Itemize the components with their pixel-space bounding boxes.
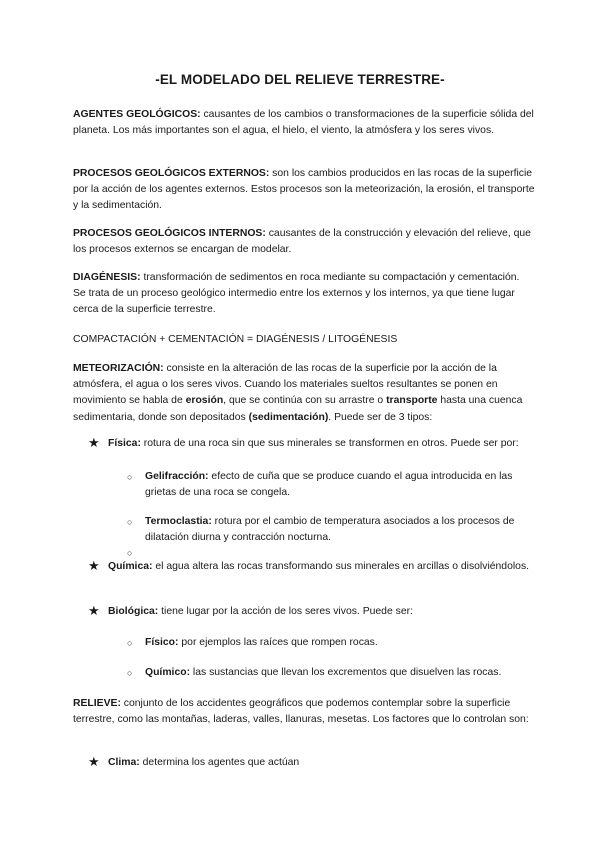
term-sedimentacion: (sedimentación) — [248, 411, 329, 423]
term-meteorizacion: METEORIZACIÓN: — [73, 363, 164, 374]
text-fisica: rotura de una roca sin que sus minerales se transformen en otros. Puede ser por: — [140, 438, 519, 449]
text-procesos-internos: causantes de la construcción y elevación del relieve, que los procesos externos se encargan de modelar. — [73, 228, 531, 256]
term-diagenesis: DIAGÉNESIS: — [73, 272, 141, 283]
text-termoclastia: rotura por el cambio de temperatura asociados a los procesos de dilatación diurna y contracción nocturna. — [145, 516, 515, 544]
term-gelifraccion: Gelifracción: — [145, 471, 209, 482]
star-bullet-icon: ★ — [88, 558, 100, 573]
term-quimico: Químico: — [145, 667, 191, 678]
paragraph-meteorizacion — [73, 361, 535, 426]
text-fisico: por ejemplos las raíces que rompen rocas. — [178, 637, 378, 648]
text-meteorizacion-4: . Puede ser de 3 tipos: — [328, 411, 433, 423]
paragraph-diagenesis — [73, 270, 535, 319]
text-diagenesis: transformación de sedimentos en roca mediante su compactación y cementación. Se trata de un proceso geológico intermedio entre los externos y los internos, ya que tiene lugar cerca de la superficie terrestre. — [73, 272, 520, 316]
circle-bullet-icon: ○ — [127, 638, 133, 648]
circle-bullet-icon: ○ — [127, 668, 133, 678]
paragraph-procesos-internos — [73, 226, 535, 258]
text-quimico: las sustancias que llevan los excrementos que disuelven las rocas. — [190, 667, 502, 678]
paragraph-relieve — [73, 696, 535, 728]
star-bullet-icon: ★ — [88, 754, 100, 769]
term-procesos-internos: PROCESOS GEOLÓGICOS INTERNOS: — [73, 228, 266, 239]
text-gelifraccion: efecto de cuña que se produce cuando el agua introducida en las grietas de una roca se congela. — [145, 471, 513, 499]
formula-line: COMPACTACIÓN + CEMENTACIÓN = DIAGÉNESIS / LITOGÉNESIS — [73, 334, 398, 345]
text-meteorizacion-2: , que se continúa con su arrastre o — [223, 395, 387, 407]
text-meteorizacion-1: consiste en la alteración de las rocas de la superficie por la acción de la atmósfera, el agua o los seres vivos. Cuando los materiales sueltos resultantes se ponen en movimiento se habla de — [73, 363, 498, 407]
text-procesos-externos: son los cambios producidos en las rocas de la superficie por la acción de los agentes externos. Estos procesos son la meteorización, la erosión, el transporte y la sedimentación. — [73, 168, 535, 212]
term-termoclastia: Termoclastia: — [145, 516, 212, 527]
star-bullet-icon: ★ — [88, 435, 100, 450]
term-erosion: erosión — [185, 395, 224, 407]
text-biologica: tiene lugar por la acción de los seres vivos. Puede ser: — [158, 606, 413, 617]
term-quimica: Química: — [108, 561, 153, 572]
page-title: -EL MODELADO DEL RELIEVE TERRESTRE- — [155, 72, 445, 87]
term-fisico: Físico: — [145, 637, 179, 648]
text-clima: determina los agentes que actúan — [139, 757, 300, 768]
text-meteorizacion-3: hasta una cuenca sedimentaria, donde son depositados — [73, 395, 523, 423]
term-fisica: Física: — [108, 438, 141, 449]
circle-bullet-icon: ○ — [127, 548, 133, 558]
term-clima: Clima: — [108, 757, 140, 768]
paragraph-agentes-geologicos — [73, 107, 535, 139]
circle-bullet-icon: ○ — [127, 517, 133, 527]
term-procesos-externos: PROCESOS GEOLÓGICOS EXTERNOS: — [73, 168, 270, 179]
term-relieve: RELIEVE: — [73, 698, 121, 709]
term-agentes-geologicos: AGENTES GEOLÓGICOS: — [73, 109, 201, 120]
star-bullet-icon: ★ — [88, 603, 100, 618]
term-biologica: Biológica: — [108, 606, 159, 617]
text-agentes-geologicos: causantes de los cambios o transformaciones de la superficie sólida del planeta. Los más importantes son el agua, el hielo, el viento, la atmósfera y los seres vivos. — [73, 109, 534, 137]
text-relieve: conjunto de los accidentes geográficos que podemos contemplar sobre la superficie terrestre, como las montañas, laderas, valles, llanuras, mesetas. Los factores que lo controlan son: — [73, 698, 529, 726]
circle-bullet-icon: ○ — [127, 472, 133, 482]
term-transporte: transporte — [386, 395, 438, 407]
text-quimica: el agua altera las rocas transformando sus minerales en arcillas o disolviéndolos. — [152, 561, 530, 572]
paragraph-procesos-externos — [73, 166, 535, 215]
